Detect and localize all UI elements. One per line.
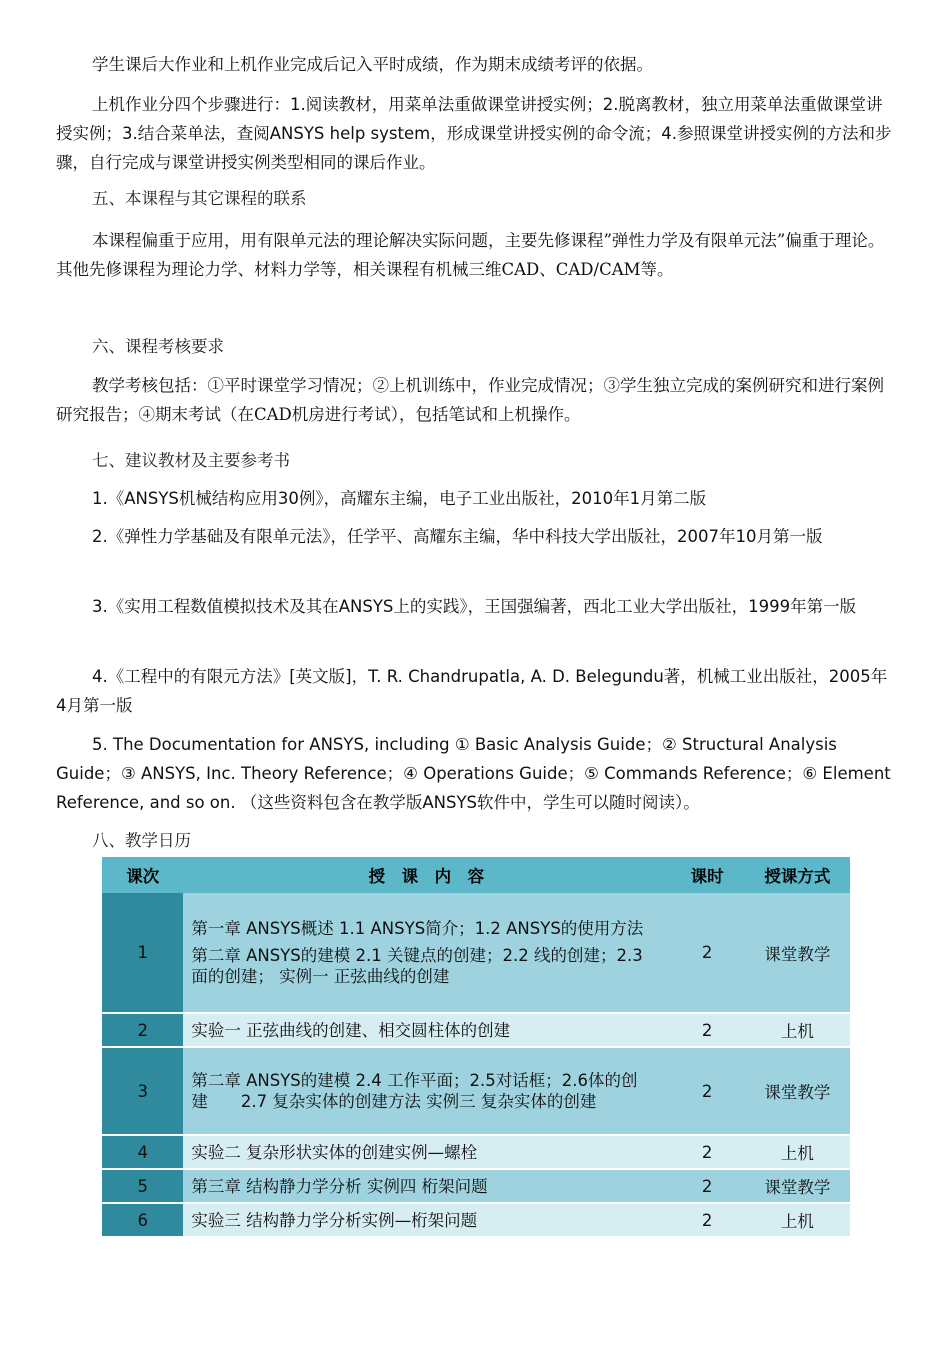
lesson-mode: 课堂教学	[745, 1047, 850, 1135]
reference-item: 5. The Documentation for ANSYS, including ① Basic Analysis Guide；② Structural Analysis Guide；③ ANSYS, Inc. Theory Reference；④ Operations Guide；⑤ Commands Reference；⑥ Element Reference, and so on. （这些资料包含在教学版ANSYS软件中，学生可以随时阅读）。	[56, 735, 891, 812]
lesson-no: 3	[102, 1047, 183, 1135]
lesson-content	[183, 1047, 669, 1135]
table-row	[102, 1169, 850, 1203]
section-8-heading: 八、教学日历	[92, 831, 191, 850]
lesson-hours: 2	[669, 1203, 744, 1237]
section-7-heading: 七、建议教材及主要参考书	[92, 451, 290, 470]
lesson-content: 实验一 正弦曲线的创建、相交圆柱体的创建	[183, 1013, 669, 1047]
table-row	[102, 893, 850, 1013]
section-6-heading: 六、课程考核要求	[92, 337, 224, 356]
lesson-no: 6	[102, 1203, 183, 1237]
lesson-no: 4	[102, 1135, 183, 1169]
content-line: 第二章 ANSYS的建模 2.4 工作平面；2.5对话框；2.6体的创建 2.7 复杂实体的创建方法 实例三 复杂实体的创建	[191, 1071, 638, 1111]
table-row	[102, 1203, 850, 1237]
reference-item: 4.《工程中的有限元方法》[英文版]，T. R. Chandrupatla, A. D. Belegundu著，机械工业出版社，2005年4月第一版	[56, 667, 888, 715]
lesson-hours: 2	[669, 1135, 744, 1169]
lesson-content: 实验三 结构静力学分析实例—桁架问题	[183, 1203, 669, 1237]
lesson-mode: 上机	[745, 1203, 850, 1237]
lesson-hours: 2	[669, 1047, 744, 1135]
table-row	[102, 1047, 850, 1135]
reference-item: 1.《ANSYS机械结构应用30例》，高耀东主编，电子工业出版社，2010年1月第二版	[92, 489, 707, 508]
table-row	[102, 1135, 850, 1169]
lesson-no: 2	[102, 1013, 183, 1047]
lesson-mode: 上机	[745, 1013, 850, 1047]
lesson-mode: 上机	[745, 1135, 850, 1169]
lesson-mode: 课堂教学	[745, 1169, 850, 1203]
lesson-content: 实验二 复杂形状实体的创建实例—螺栓	[183, 1135, 669, 1169]
reference-item: 3.《实用工程数值模拟技术及其在ANSYS上的实践》，王国强编著，西北工业大学出版社，1999年第一版	[92, 597, 857, 616]
lesson-hours: 2	[669, 893, 744, 1013]
header-hours: 课时	[669, 857, 744, 893]
content-line: 第一章 ANSYS概述 1.1 ANSYS简介；1.2 ANSYS的使用方法	[191, 919, 644, 938]
lesson-no: 5	[102, 1169, 183, 1203]
section-5-heading: 五、本课程与其它课程的联系	[92, 189, 307, 208]
header-lesson-no: 课次	[102, 857, 183, 893]
lesson-content	[183, 893, 669, 1013]
table-row	[102, 1013, 850, 1047]
lesson-hours: 2	[669, 1169, 744, 1203]
teaching-calendar-table	[102, 857, 850, 1238]
section-6-body: 教学考核包括：①平时课堂学习情况；②上机训练中，作业完成情况；③学生独立完成的案例研究和进行案例研究报告；④期末考试（在CAD机房进行考试），包括笔试和上机操作。	[56, 376, 884, 424]
header-mode: 授课方式	[745, 857, 850, 893]
paragraph-grades: 学生课后大作业和上机作业完成后记入平时成绩，作为期末成绩考评的依据。	[92, 55, 653, 74]
reference-item: 2.《弹性力学基础及有限单元法》，任学平、高耀东主编，华中科技大学出版社，2007年10月第一版	[92, 527, 823, 546]
header-content: 授 课 内 容	[183, 857, 669, 893]
section-5-body: 本课程偏重于应用，用有限单元法的理论解决实际问题，主要先修课程”弹性力学及有限单元法”偏重于理论。其他先修课程为理论力学、材料力学等，相关课程有机械三维CAD、CAD/CAM等。	[56, 231, 885, 279]
lesson-content: 第三章 结构静力学分析 实例四 桁架问题	[183, 1169, 669, 1203]
lesson-mode: 课堂教学	[745, 893, 850, 1013]
table-header-row	[102, 857, 850, 893]
content-line: 第二章 ANSYS的建模 2.1 关键点的创建；2.2 线的创建；2.3 面的创建； 实例一 正弦曲线的创建	[191, 946, 643, 986]
lesson-hours: 2	[669, 1013, 744, 1047]
paragraph-lab-steps: 上机作业分四个步骤进行：1.阅读教材，用菜单法重做课堂讲授实例；2.脱离教材，独立用菜单法重做课堂讲授实例；3.结合菜单法，查阅ANSYS help system，形成课堂讲授实例的命令流；4.参照课堂讲授实例的方法和步骤，自行完成与课堂讲授实例类型相同的课后作业。	[56, 95, 892, 172]
lesson-no: 1	[102, 893, 183, 1013]
